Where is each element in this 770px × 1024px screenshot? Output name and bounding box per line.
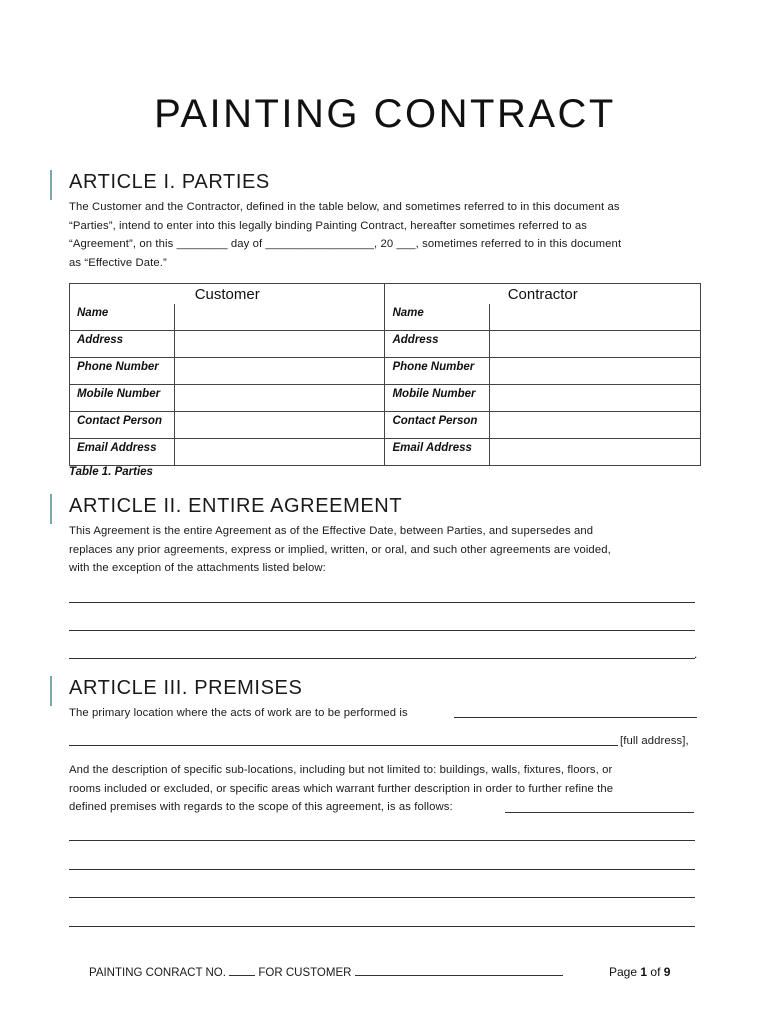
article-3-heading: ARTICLE III. PREMISES: [69, 677, 303, 699]
parties-table: [69, 283, 701, 466]
contractor-contact-label: Contact Person: [385, 412, 490, 439]
premises-blank[interactable]: [505, 812, 694, 813]
article-2-line: This Agreement is the entire Agreement as of the Effective Date, between Parties, and supersedes and: [69, 525, 594, 537]
footer-contract-info: [89, 965, 563, 979]
full-address-text: [full address],: [620, 735, 689, 747]
customer-name-label: Name: [70, 304, 175, 331]
contractor-contact-cell[interactable]: [490, 412, 701, 439]
page-total: 9: [663, 965, 671, 979]
article-1-line: “Agreement”, on this ________ day of _________________, 20 ___, sometimes referred to in this document: [69, 238, 622, 251]
contractor-phone-label: Phone Number: [385, 358, 490, 385]
page-word: Page: [609, 965, 638, 979]
contractor-email-label: Email Address: [385, 439, 490, 466]
document-title: PAINTING CONTRACT: [154, 92, 616, 136]
article-2-line: with the exception of the attachments listed below:: [69, 562, 326, 575]
customer-header: Customer: [70, 284, 385, 305]
contractor-email-cell[interactable]: [490, 439, 701, 466]
page-number: [609, 965, 670, 979]
premises-line-blank[interactable]: [69, 926, 695, 927]
table-row: [70, 331, 701, 358]
contractor-address-cell[interactable]: [490, 331, 701, 358]
article-1-line: as “Effective Date.”: [69, 256, 167, 269]
table-row: [70, 439, 701, 466]
customer-mobile-label: Mobile Number: [70, 385, 175, 412]
table-row: [70, 412, 701, 439]
heading-accent-bar: [50, 494, 52, 524]
sub-locations-line: defined premises with regards to the scope of this agreement, is as follows:: [69, 801, 453, 814]
customer-phone-label: Phone Number: [70, 358, 175, 385]
table-row: [70, 304, 701, 331]
premises-line: The primary location where the acts of work are to be performed is: [69, 707, 408, 719]
article-1-line: “Parties”, intend to enter into this legally binding Painting Contract, hereafter sometimes referred to as: [69, 219, 587, 232]
premises-line-blank[interactable]: [69, 897, 695, 898]
customer-blank[interactable]: [355, 965, 563, 976]
heading-accent-bar: [50, 676, 52, 706]
sub-locations-line: And the description of specific sub-locations, including but not limited to: buildings, walls, fixtures, floors, or: [69, 764, 613, 776]
article-2-heading: ARTICLE II. ENTIRE AGREEMENT: [69, 495, 403, 517]
contractor-mobile-cell[interactable]: [490, 385, 701, 412]
end-period: .: [694, 647, 698, 661]
location-blank[interactable]: [454, 717, 697, 718]
table-row: [70, 358, 701, 385]
contractor-name-label: Name: [385, 304, 490, 331]
article-2-paragraph: [69, 522, 697, 578]
premises-line-blank[interactable]: [69, 869, 695, 870]
address-blank[interactable]: [69, 745, 618, 746]
contractor-address-label: Address: [385, 331, 490, 358]
customer-address-cell[interactable]: [174, 331, 385, 358]
customer-contact-label: Contact Person: [70, 412, 175, 439]
contract-no-label: PAINTING CONRACT NO.: [89, 967, 226, 979]
article-1-paragraph: [69, 198, 697, 272]
for-customer-label: FOR CUSTOMER: [258, 967, 352, 979]
article-2-line: replaces any prior agreements, express or implied, written, or oral, and such other agreements are voided,: [69, 543, 611, 556]
attachment-line[interactable]: [69, 658, 695, 659]
sub-locations-line: rooms included or excluded, or specific areas which warrant further description in order to further refine the: [69, 782, 614, 795]
contractor-phone-cell[interactable]: [490, 358, 701, 385]
customer-contact-cell[interactable]: [174, 412, 385, 439]
article-1-heading: ARTICLE I. PARTIES: [69, 171, 270, 193]
table-row: [70, 385, 701, 412]
customer-name-cell[interactable]: [174, 304, 385, 331]
contractor-mobile-label: Mobile Number: [385, 385, 490, 412]
full-address-label: [620, 732, 700, 751]
premises-line-blank[interactable]: [69, 840, 695, 841]
page-of: of: [650, 965, 661, 979]
customer-email-cell[interactable]: [174, 439, 385, 466]
attachment-line[interactable]: [69, 630, 695, 631]
sub-locations-paragraph: [69, 761, 697, 817]
table-caption: Table 1. Parties: [69, 466, 153, 478]
heading-accent-bar: [50, 170, 52, 200]
customer-mobile-cell[interactable]: [174, 385, 385, 412]
page-current: 1: [640, 965, 648, 979]
contractor-name-cell[interactable]: [490, 304, 701, 331]
contractor-header: Contractor: [385, 284, 701, 305]
customer-email-label: Email Address: [70, 439, 175, 466]
article-1-line: The Customer and the Contractor, defined in the table below, and sometimes referred to in this document as: [69, 201, 620, 213]
customer-phone-cell[interactable]: [174, 358, 385, 385]
attachment-line[interactable]: [69, 602, 695, 603]
premises-location-text: [69, 704, 697, 723]
contract-no-blank[interactable]: [229, 965, 255, 976]
customer-address-label: Address: [70, 331, 175, 358]
